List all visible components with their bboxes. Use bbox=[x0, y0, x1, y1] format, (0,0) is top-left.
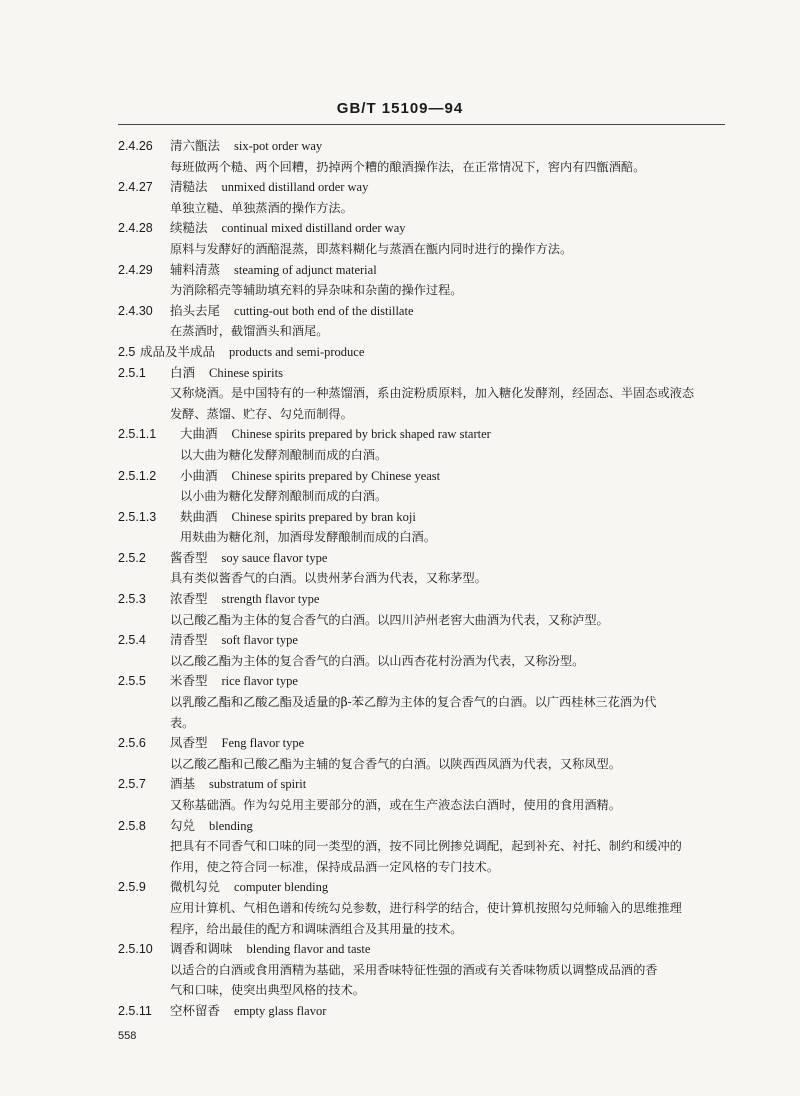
clause-number: 2.4.27 bbox=[118, 180, 153, 195]
term-english: products and semi-produce bbox=[229, 344, 365, 359]
term-entry bbox=[118, 136, 738, 177]
clause-number: 2.5.8 bbox=[118, 818, 146, 833]
definition-line bbox=[118, 795, 738, 816]
term-entry bbox=[118, 939, 738, 1001]
clause-number: 2.4.28 bbox=[118, 221, 153, 236]
definition-line bbox=[118, 651, 738, 672]
document-body bbox=[118, 136, 738, 1022]
definition-text: 气和口味，使突出典型风格的技术。 bbox=[170, 983, 365, 998]
term-english: Chinese spirits bbox=[209, 365, 283, 380]
term-heading bbox=[118, 548, 738, 569]
term-entry bbox=[118, 548, 738, 589]
term-english: blending flavor and taste bbox=[246, 942, 371, 957]
definition-text: 用麸曲为糖化剂，加酒母发酵酿制而成的白酒。 bbox=[180, 530, 436, 545]
term-chinese: 微机勾兑 bbox=[170, 879, 221, 895]
clause-number: 2.5.2 bbox=[118, 550, 146, 565]
term-chinese: 辅料清蒸 bbox=[170, 261, 221, 277]
term-entry bbox=[118, 774, 738, 815]
term-chinese: 浓香型 bbox=[170, 591, 208, 607]
term-entry bbox=[118, 507, 738, 548]
definition-text: 以己酸乙酯为主体的复合香气的白酒。以四川泸州老窖大曲酒为代表，又称泸型。 bbox=[170, 612, 609, 627]
definition-line bbox=[118, 898, 738, 919]
term-entry bbox=[118, 816, 738, 878]
clause-number: 2.5 bbox=[118, 344, 136, 359]
definition-line bbox=[118, 980, 738, 1001]
definition-line bbox=[118, 198, 738, 219]
term-chinese: 酱香型 bbox=[170, 549, 208, 565]
document-header: GB/T 15109—94 bbox=[336, 100, 464, 117]
term-heading bbox=[118, 507, 738, 528]
term-heading bbox=[118, 630, 738, 651]
clause-number: 2.5.9 bbox=[118, 880, 146, 895]
definition-line bbox=[118, 610, 738, 631]
term-entry bbox=[118, 630, 738, 671]
term-entry bbox=[118, 424, 738, 465]
definition-line bbox=[118, 157, 738, 178]
term-english: strength flavor type bbox=[221, 592, 320, 607]
term-chinese: 麸曲酒 bbox=[180, 508, 218, 524]
definition-text: 又称基础酒。作为勾兑用主要部分的酒，或在生产液态法白酒时，使用的食用酒精。 bbox=[170, 798, 621, 812]
term-english: substratum of spirit bbox=[209, 777, 307, 792]
definition-text: 在蒸酒时，截馏酒头和酒尾。 bbox=[170, 324, 329, 339]
term-english: rice flavor type bbox=[221, 674, 298, 689]
term-chinese: 清香型 bbox=[170, 632, 208, 648]
clause-number: 2.5.1.3 bbox=[118, 509, 157, 524]
term-english: Chinese spirits prepared by Chinese yeast bbox=[231, 468, 441, 483]
term-chinese: 空杯留香 bbox=[170, 1002, 221, 1018]
term-entry bbox=[118, 177, 738, 218]
term-heading bbox=[118, 733, 738, 754]
term-heading bbox=[118, 877, 738, 898]
definition-line bbox=[118, 568, 738, 589]
term-english: Feng flavor type bbox=[221, 736, 305, 751]
definition-text: 以乙酸乙酯为主体的复合香气的白酒。以山西杏花村汾酒为代表，又称汾型。 bbox=[170, 653, 585, 668]
definition-text: 表。 bbox=[170, 715, 195, 730]
definition-text: 具有类似酱香气的白酒。以贵州茅台酒为代表，又称茅型。 bbox=[170, 571, 487, 586]
term-chinese: 掐头去尾 bbox=[170, 302, 221, 318]
term-heading bbox=[118, 260, 738, 281]
term-heading bbox=[118, 424, 738, 445]
definition-line bbox=[118, 754, 738, 775]
term-heading bbox=[118, 218, 738, 239]
clause-number: 2.5.1 bbox=[118, 365, 146, 380]
definition-text: 每班做两个糙、两个回糟，扔掉两个糟的酿酒操作法，在正常情况下，窖内有四甑酒醅。 bbox=[170, 159, 646, 174]
term-chinese: 清糙法 bbox=[170, 179, 208, 195]
term-entry bbox=[118, 363, 738, 425]
definition-line bbox=[118, 857, 738, 878]
clause-number: 2.5.4 bbox=[118, 633, 146, 648]
definition-text: 以小曲为糖化发酵剂酿制而成的白酒。 bbox=[180, 489, 388, 504]
term-english: soft flavor type bbox=[221, 633, 298, 648]
term-english: six-pot order way bbox=[234, 139, 323, 153]
term-chinese: 清六甑法 bbox=[170, 138, 221, 153]
clause-number: 2.4.30 bbox=[118, 303, 153, 318]
term-entry bbox=[118, 589, 738, 630]
definition-text: 把具有不同香气和口味的同一类型的酒，按不同比例掺兑调配，起到补充、衬托、制约和缓冲的 bbox=[170, 839, 682, 854]
definition-line bbox=[118, 445, 738, 466]
clause-number: 2.5.6 bbox=[118, 736, 146, 751]
term-heading bbox=[118, 301, 738, 322]
term-english: computer blending bbox=[234, 880, 329, 895]
term-entry bbox=[118, 466, 738, 507]
definition-line bbox=[118, 383, 738, 404]
term-chinese: 大曲酒 bbox=[180, 426, 218, 442]
definition-line bbox=[118, 321, 738, 342]
term-entry bbox=[118, 671, 738, 733]
definition-line bbox=[118, 239, 738, 260]
term-heading bbox=[118, 466, 738, 487]
clause-number: 2.4.26 bbox=[118, 139, 153, 153]
term-english: soy sauce flavor type bbox=[221, 550, 328, 565]
term-heading bbox=[118, 671, 738, 692]
term-heading bbox=[118, 1001, 738, 1022]
term-chinese: 续糙法 bbox=[170, 220, 208, 236]
definition-line bbox=[118, 713, 738, 734]
clause-number: 2.5.7 bbox=[118, 777, 146, 792]
definition-line bbox=[118, 527, 738, 548]
term-heading bbox=[118, 363, 738, 384]
definition-text: 以大曲为糖化发酵剂酿制而成的白酒。 bbox=[180, 447, 388, 462]
term-english: blending bbox=[209, 818, 253, 833]
term-english: unmixed distilland order way bbox=[221, 180, 369, 195]
term-chinese: 勾兑 bbox=[170, 817, 196, 833]
definition-line bbox=[118, 486, 738, 507]
definition-text: 程序，给出最佳的配方和调味酒组合及其用量的技术。 bbox=[170, 921, 463, 936]
header-rule bbox=[118, 124, 725, 125]
definition-text: 原料与发酵好的酒醅混蒸，即蒸料糊化与蒸酒在甑内同时进行的操作方法。 bbox=[170, 241, 573, 256]
definition-text: 作用，使之符合同一标准，保持成品酒一定风格的专门技术。 bbox=[170, 859, 500, 874]
term-heading bbox=[118, 589, 738, 610]
definition-text: 发酵、蒸馏、贮存、勾兑而制得。 bbox=[170, 406, 353, 421]
term-english: Chinese spirits prepared by brick shaped raw starter bbox=[231, 427, 491, 442]
term-chinese: 成品及半成品 bbox=[140, 343, 216, 359]
definition-line bbox=[118, 919, 738, 940]
term-entry bbox=[118, 260, 738, 301]
definition-text: 为消除稻壳等辅助填充料的异杂味和杂菌的操作过程。 bbox=[170, 283, 463, 298]
term-heading bbox=[118, 816, 738, 837]
term-english: steaming of adjunct material bbox=[234, 262, 377, 277]
clause-number: 2.5.3 bbox=[118, 592, 146, 607]
term-entry bbox=[118, 218, 738, 259]
definition-text: 单独立糙、单独蒸酒的操作方法。 bbox=[170, 200, 353, 215]
definition-line bbox=[118, 404, 738, 425]
clause-number: 2.5.5 bbox=[118, 674, 146, 689]
term-chinese: 凤香型 bbox=[170, 735, 208, 751]
term-chinese: 白酒 bbox=[170, 364, 196, 380]
term-entry bbox=[118, 301, 738, 342]
clause-number: 2.5.1.2 bbox=[118, 468, 157, 483]
term-english: cutting-out both end of the distillate bbox=[234, 303, 414, 318]
term-heading bbox=[118, 939, 738, 960]
definition-line bbox=[118, 836, 738, 857]
definition-text: 应用计算机、气相色谱和传统勾兑参数，进行科学的结合，使计算机按照勾兑师输入的思维推理 bbox=[170, 900, 682, 915]
definition-line bbox=[118, 960, 738, 981]
definition-text: 以适合的白酒或食用酒精为基础，采用香味特征性强的酒或有关香味物质以调整成品酒的香 bbox=[170, 962, 658, 977]
definition-text: 又称烧酒。是中国特有的一种蒸馏酒，系由淀粉质原料，加入糖化发酵剂，经固态、半固态或液态 bbox=[170, 386, 695, 401]
term-entry bbox=[118, 877, 738, 939]
clause-number: 2.5.11 bbox=[118, 1003, 152, 1018]
clause-number: 2.5.10 bbox=[118, 942, 153, 957]
term-heading bbox=[118, 774, 738, 795]
term-english: continual mixed distilland order way bbox=[221, 221, 406, 236]
term-chinese: 酒基 bbox=[170, 776, 196, 792]
term-chinese: 调香和调味 bbox=[170, 941, 233, 957]
clause-number: 2.4.29 bbox=[118, 262, 153, 277]
definition-text: 以乳酸乙酯和乙酸乙酯及适量的β-苯乙醇为主体的复合香气的白酒。以广西桂林三花酒为代 bbox=[170, 695, 657, 710]
term-english: Chinese spirits prepared by bran koji bbox=[231, 509, 416, 524]
clause-number: 2.5.1.1 bbox=[118, 427, 157, 442]
term-heading bbox=[118, 342, 738, 363]
term-english: empty glass flavor bbox=[234, 1003, 327, 1018]
definition-line bbox=[118, 280, 738, 301]
term-chinese: 米香型 bbox=[170, 673, 208, 689]
definition-text: 以乙酸乙酯和己酸乙酯为主辅的复合香气的白酒。以陕西西凤酒为代表，又称凤型。 bbox=[170, 756, 621, 771]
term-entry bbox=[118, 733, 738, 774]
term-chinese: 小曲酒 bbox=[180, 467, 218, 483]
page-number: 558 bbox=[118, 1030, 137, 1042]
definition-line bbox=[118, 692, 738, 713]
term-entry bbox=[118, 1001, 738, 1022]
term-entry bbox=[118, 342, 738, 363]
term-heading bbox=[118, 177, 738, 198]
term-heading bbox=[118, 136, 738, 157]
